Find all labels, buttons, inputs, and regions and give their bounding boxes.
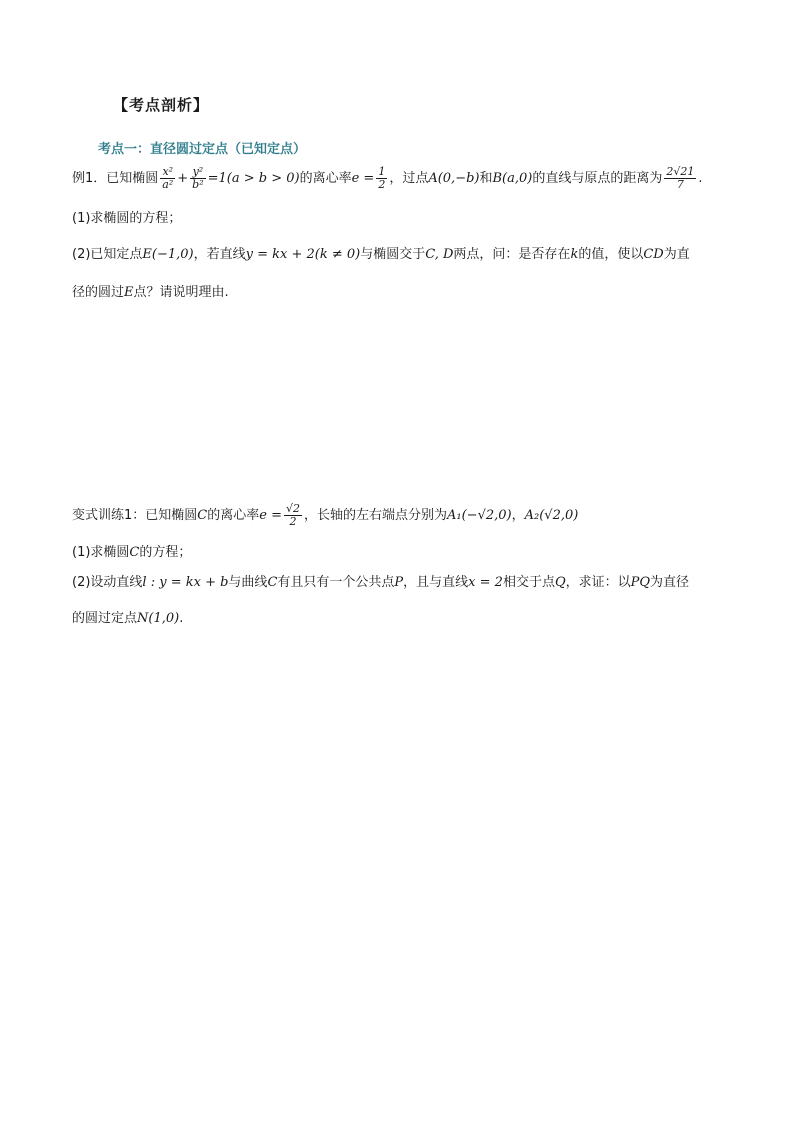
q2-text-g: 径的圆过: [72, 285, 125, 300]
separator: ，: [511, 508, 525, 523]
var-e: E: [124, 285, 134, 300]
v-q2-text-d: ，且与直线: [403, 575, 469, 590]
segment-pq: PQ: [630, 575, 651, 590]
point-b: B(a,0): [492, 171, 533, 186]
section-heading: 【考点剖析】: [113, 96, 210, 114]
text-and: 和: [479, 171, 493, 186]
var-k: k: [570, 247, 579, 262]
variant1-question1: [72, 542, 191, 564]
example1-label: 例1．已知椭圆: [72, 171, 159, 186]
v-q2-var-c: C: [267, 575, 278, 590]
ecc-fraction: [376, 166, 387, 191]
text-distance: 的直线与原点的距离为: [532, 171, 663, 186]
v-q2-text-a: (2)设动直线: [72, 575, 143, 590]
q2-text-a: (2)已知定点: [72, 247, 143, 262]
q2-text-e: 的值，使以: [578, 247, 644, 262]
point-q: Q: [554, 575, 566, 590]
points-cd: C, D: [425, 247, 454, 262]
v-q1-text-a: (1)求椭圆: [72, 545, 130, 560]
ecc-numerator: 1: [378, 165, 386, 178]
x-numerator: x²: [160, 166, 175, 179]
line-l: l : y = kx + b: [142, 575, 229, 590]
v-q1-var-c: C: [129, 545, 140, 560]
example1-statement: [72, 166, 703, 191]
period: .: [698, 171, 703, 186]
text-eccentricity: 的离心率: [299, 171, 352, 186]
v-text-axis: ，长轴的左右端点分别为: [303, 508, 447, 523]
var-c: C: [197, 508, 208, 523]
ellipse-x-fraction: [160, 166, 175, 191]
v-ecc-lhs: e =: [259, 508, 282, 523]
example1-question1: (1)求椭圆的方程；: [72, 211, 182, 226]
distance-fraction: [664, 166, 696, 191]
ellipse-y-fraction: [190, 166, 205, 191]
point-a2: A₂(√2,0): [524, 508, 579, 523]
variant1-label: 变式训练1：已知椭圆: [72, 508, 198, 523]
point-p: P: [394, 575, 404, 590]
q2-text-d: 两点，问：是否存在: [453, 247, 571, 262]
point-e: E(−1,0): [142, 247, 194, 262]
point-a1: A₁(−√2,0): [447, 508, 512, 523]
v-q2-text-c: 有且只有一个公共点: [277, 575, 395, 590]
line-x2: x = 2: [468, 575, 503, 590]
ecc-lhs: e =: [351, 171, 375, 186]
point-a: A(0,−b): [428, 171, 480, 186]
x-denominator: a²: [162, 178, 174, 191]
ecc-denominator: 2: [378, 178, 386, 191]
variant1-statement: [72, 503, 578, 528]
v-q1-text-b: 的方程；: [139, 545, 192, 560]
q2-text-f: 为直: [663, 247, 690, 262]
line-equation: y = kx + 2(k ≠ 0): [245, 247, 361, 262]
v-ecc-denominator: 2: [289, 515, 297, 528]
q2-text-c: 与椭圆交于: [360, 247, 426, 262]
v-text-eccentricity: 的离心率: [207, 508, 260, 523]
text-pass: ，过点: [389, 171, 429, 186]
distance-numerator: 2√21: [666, 165, 695, 178]
v-q2-text-g: 为直径: [650, 575, 690, 590]
distance-denominator: 7: [676, 178, 684, 191]
v-q2-text-b: 与曲线: [228, 575, 268, 590]
topic-title: 考点一：直径圆过定点（已知定点）: [98, 142, 307, 157]
q2-text-h: 点？请说明理由.: [133, 285, 229, 300]
v-q2-text-e: 相交于点: [502, 575, 555, 590]
v-q2-text-h: 的圆过定点: [72, 611, 138, 626]
plus-sign: +: [177, 171, 189, 186]
segment-cd: CD: [643, 247, 664, 262]
v-q2-text-i: .: [179, 611, 184, 626]
example1-question2-line2: [72, 282, 229, 304]
variant1-question2-line2: [72, 608, 183, 630]
v-q2-text-f: ，求证：以: [565, 575, 631, 590]
variant1-question2-line1: [72, 572, 689, 594]
point-n: N(1,0): [137, 611, 180, 626]
v-ecc-fraction: [284, 503, 302, 528]
q2-text-b: ，若直线: [193, 247, 246, 262]
y-denominator: b²: [192, 178, 204, 191]
example1-question2-line1: [72, 244, 690, 266]
ellipse-condition: =1(a > b > 0): [207, 171, 300, 186]
v-ecc-numerator: √2: [285, 502, 300, 515]
y-numerator: y²: [190, 166, 205, 179]
